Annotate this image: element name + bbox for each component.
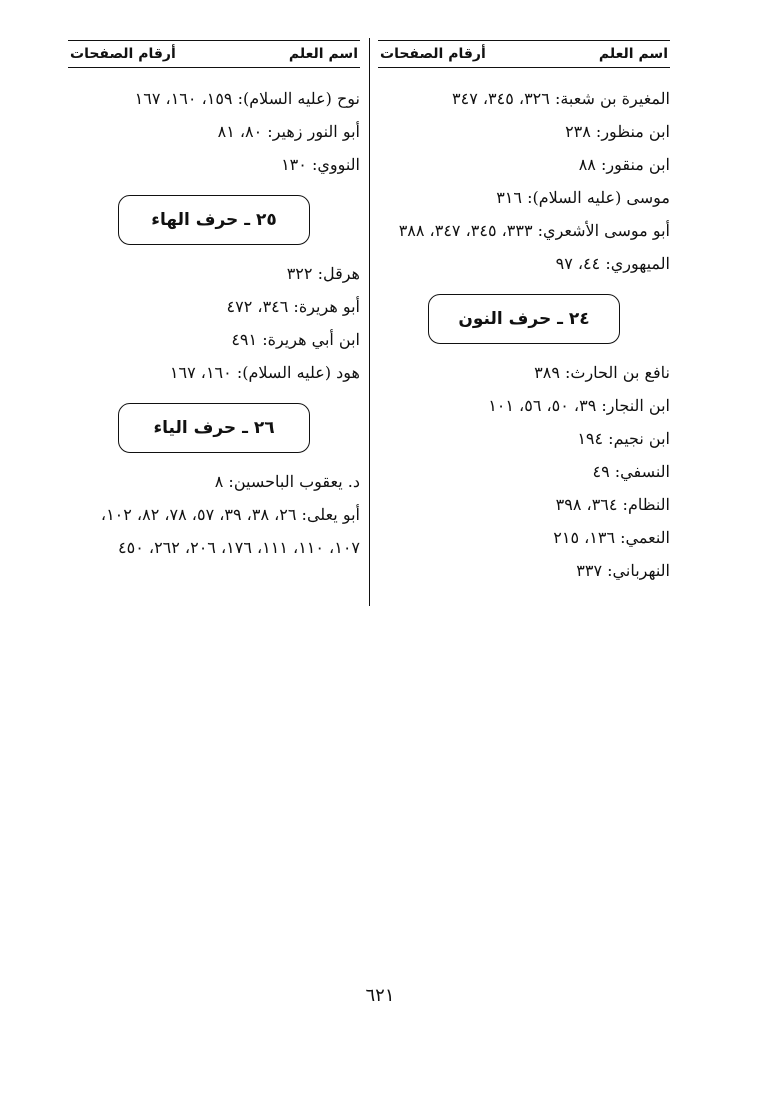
index-entry: موسى (عليه السلام): ٣١٦ <box>496 188 670 207</box>
index-entry: أبو يعلى: ٢٦، ٣٨، ٣٩، ٥٧، ٧٨، ٨٢، ١٠٢، ١٠٧، ١١٠، ١١١، ١٧٦، ٢٠٦، ٢٦٢، ٤٥٠ <box>100 505 360 557</box>
column-divider <box>369 38 370 606</box>
index-entry: هود (عليه السلام): ١٦٠، ١٦٧ <box>169 363 360 382</box>
section-heading-wrap <box>68 403 360 453</box>
section-heading-nun: ٢٤ ـ حرف النون <box>428 294 620 344</box>
index-entry: أبو هريرة: ٣٤٦، ٤٧٢ <box>226 297 360 316</box>
page-number: ٦٢١ <box>365 985 395 1006</box>
left-entries <box>68 82 360 564</box>
index-entry: د. يعقوب الباحسين: ٨ <box>214 472 360 491</box>
index-entry: المغيرة بن شعبة: ٣٢٦، ٣٤٥، ٣٤٧ <box>452 89 670 108</box>
index-entry: ابن نجيم: ١٩٤ <box>577 429 670 448</box>
index-entry: هرقل: ٣٢٢ <box>286 264 360 283</box>
section-heading-ya: ٢٦ ـ حرف الياء <box>118 403 310 453</box>
index-entry: أبو النور زهير: ٨٠، ٨١ <box>217 122 360 141</box>
right-column-header <box>378 40 670 68</box>
index-entry: الميهوري: ٤٤، ٩٧ <box>555 254 670 273</box>
section-heading-wrap <box>378 294 670 344</box>
index-entry: نافع بن الحارث: ٣٨٩ <box>534 363 670 382</box>
index-entry: النسفي: ٤٩ <box>592 462 670 481</box>
section-heading-ha: ٢٥ ـ حرف الهاء <box>118 195 310 245</box>
index-entry: ابن النجار: ٣٩، ٥٠، ٥٦، ١٠١ <box>488 396 670 415</box>
left-column-header <box>68 40 360 68</box>
index-entry: النووي: ١٣٠ <box>281 155 360 174</box>
index-entry: النعمي: ١٣٦، ٢١٥ <box>553 528 670 547</box>
index-entry: النهرباني: ٣٣٧ <box>576 561 670 580</box>
right-entries <box>378 82 670 587</box>
header-name-label: اسم العلم <box>288 46 358 62</box>
index-entry: ابن منظور: ٢٣٨ <box>565 122 670 141</box>
header-pages-label: أرقام الصفحات <box>70 46 176 62</box>
section-heading-wrap <box>68 195 360 245</box>
right-column <box>378 40 670 587</box>
left-column <box>68 40 360 564</box>
header-name-label: اسم العلم <box>598 46 668 62</box>
header-pages-label: أرقام الصفحات <box>380 46 486 62</box>
index-entry: النظام: ٣٦٤، ٣٩٨ <box>555 495 670 514</box>
index-entry: ابن أبي هريرة: ٤٩١ <box>231 330 360 349</box>
index-entry: نوح (عليه السلام): ١٥٩، ١٦٠، ١٦٧ <box>134 89 360 108</box>
index-entry: ابن منقور: ٨٨ <box>578 155 670 174</box>
index-entry: أبو موسى الأشعري: ٣٣٣، ٣٤٥، ٣٤٧، ٣٨٨ <box>398 221 670 240</box>
